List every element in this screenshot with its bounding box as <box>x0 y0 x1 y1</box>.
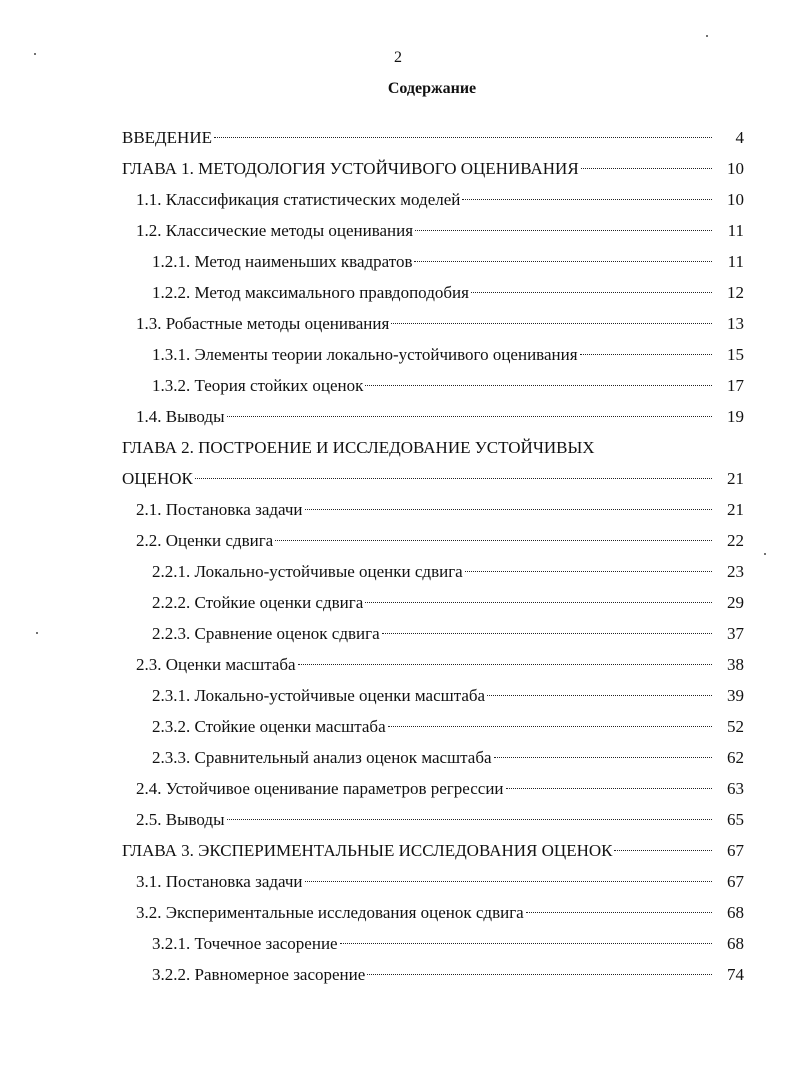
toc-entry-page: 67 <box>727 872 744 891</box>
toc-dot-leader <box>305 509 712 510</box>
toc-entry-page: 62 <box>727 748 744 767</box>
toc-entry-label: 2.2.1. Локально-устойчивые оценки сдвига <box>152 556 463 587</box>
toc-entry-page: 13 <box>727 314 744 333</box>
toc-entry-label: 1.2.1. Метод наименьших квадратов <box>152 246 412 277</box>
toc-entry-page: 39 <box>727 686 744 705</box>
toc-entry <box>0 525 796 556</box>
toc-entry <box>0 959 796 990</box>
toc-entry-label: ГЛАВА 2. ПОСТРОЕНИЕ И ИССЛЕДОВАНИЕ УСТОЙЧИВЫХ <box>122 432 595 463</box>
toc-entry-page: 21 <box>727 469 744 488</box>
toc-entry <box>0 494 796 525</box>
toc-entry <box>0 463 796 494</box>
toc-entry-label: 2.2. Оценки сдвига <box>136 525 273 556</box>
toc-entry <box>0 184 796 215</box>
toc-entry <box>0 370 796 401</box>
toc-entry <box>0 215 796 246</box>
toc-entry-label: 2.2.3. Сравнение оценок сдвига <box>152 618 380 649</box>
toc-dot-leader <box>465 571 712 572</box>
toc-entry <box>0 618 796 649</box>
toc-entry-label: 1.2.2. Метод максимального правдоподобия <box>152 277 469 308</box>
toc-entry <box>0 556 796 587</box>
toc-entry-page: 67 <box>727 841 744 860</box>
toc-entry-page: 68 <box>727 903 744 922</box>
toc-entry <box>0 308 796 339</box>
toc-entry-label: 1.1. Классификация статистических моделей <box>136 184 460 215</box>
toc-entry-label: 2.3.2. Стойкие оценки масштаба <box>152 711 386 742</box>
toc-entry-label: 1.3. Робастные методы оценивания <box>136 308 389 339</box>
scan-speck <box>36 632 38 634</box>
page-title: Содержание <box>387 80 477 97</box>
toc-entry-label: ГЛАВА 3. ЭКСПЕРИМЕНТАЛЬНЫЕ ИССЛЕДОВАНИЯ ОЦЕНОК <box>122 835 612 866</box>
toc-entry-label: 2.1. Постановка задачи <box>136 494 303 525</box>
toc-entry-page: 21 <box>727 500 744 519</box>
toc-dot-leader <box>382 633 712 634</box>
toc-dot-leader <box>275 540 712 541</box>
toc-entry <box>0 742 796 773</box>
toc-dot-leader <box>494 757 712 758</box>
toc-dot-leader <box>614 850 712 851</box>
toc-entry <box>0 804 796 835</box>
toc-entry-label: 1.3.1. Элементы теории локально-устойчивого оценивания <box>152 339 578 370</box>
toc-entry <box>0 122 796 153</box>
toc-entry <box>0 866 796 897</box>
toc-entry-page: 19 <box>727 407 744 426</box>
toc-dot-leader <box>415 230 712 231</box>
toc-entry-label: 3.2.1. Точечное засорение <box>152 928 338 959</box>
toc-dot-leader <box>388 726 712 727</box>
toc-entry-page: 4 <box>735 128 744 147</box>
page-number: 2 <box>394 49 402 66</box>
toc-entry-label: 3.2.2. Равномерное засорение <box>152 959 365 990</box>
toc-dot-leader <box>471 292 712 293</box>
toc-entry-label: 1.2. Классические методы оценивания <box>136 215 413 246</box>
toc-dot-leader <box>195 478 712 479</box>
toc-dot-leader <box>526 912 712 913</box>
toc-entry-page: 10 <box>727 190 744 209</box>
scan-speck <box>34 53 36 55</box>
toc-entry-page: 22 <box>727 531 744 550</box>
toc-entry-page: 52 <box>727 717 744 736</box>
toc-entry <box>0 897 796 928</box>
toc-entry-page: 12 <box>727 283 744 302</box>
toc-entry-label: 2.3.3. Сравнительный анализ оценок масштаба <box>152 742 492 773</box>
toc-dot-leader <box>305 881 712 882</box>
toc-dot-leader <box>365 385 712 386</box>
toc-entry <box>0 835 796 866</box>
scan-speck <box>764 553 766 555</box>
toc-dot-leader <box>367 974 712 975</box>
toc-entry-label: 3.2. Экспериментальные исследования оценок сдвига <box>136 897 524 928</box>
toc-entry-label: 1.3.2. Теория стойких оценок <box>152 370 363 401</box>
toc-entry-label: 2.3. Оценки масштаба <box>136 649 296 680</box>
toc-entry-page: 29 <box>727 593 744 612</box>
toc-dot-leader <box>365 602 712 603</box>
toc-entry-page: 11 <box>727 221 744 240</box>
toc-entry-page: 23 <box>727 562 744 581</box>
toc-dot-leader <box>391 323 712 324</box>
toc-entry-page: 10 <box>727 159 744 178</box>
toc-entry-label: 1.4. Выводы <box>136 401 225 432</box>
toc-dot-leader <box>298 664 712 665</box>
toc-entry-label: ГЛАВА 1. МЕТОДОЛОГИЯ УСТОЙЧИВОГО ОЦЕНИВАНИЯ <box>122 153 579 184</box>
toc-entry-label: 2.3.1. Локально-устойчивые оценки масштаба <box>152 680 485 711</box>
toc-entry <box>0 773 796 804</box>
toc-dot-leader <box>214 137 712 138</box>
toc-entry <box>0 339 796 370</box>
toc-entry-page: 17 <box>727 376 744 395</box>
scan-speck <box>706 35 708 37</box>
toc-dot-leader <box>340 943 712 944</box>
toc-dot-leader <box>580 354 712 355</box>
toc-entry <box>0 649 796 680</box>
toc-dot-leader <box>227 819 712 820</box>
toc-entry-page: 37 <box>727 624 744 643</box>
toc-dot-leader <box>227 416 712 417</box>
toc-entry-label: 2.4. Устойчивое оценивание параметров регрессии <box>136 773 504 804</box>
toc-entry-page: 74 <box>727 965 744 984</box>
toc-entry <box>0 246 796 277</box>
toc-entry-label: ВВЕДЕНИЕ <box>122 122 212 153</box>
toc-entry <box>0 711 796 742</box>
toc-entry-page: 11 <box>727 252 744 271</box>
toc-entry-label: 2.5. Выводы <box>136 804 225 835</box>
table-of-contents <box>0 122 796 990</box>
toc-entry-page: 63 <box>727 779 744 798</box>
toc-entry-label: ОЦЕНОК <box>122 463 193 494</box>
toc-entry <box>0 680 796 711</box>
toc-entry <box>0 277 796 308</box>
toc-dot-leader <box>581 168 712 169</box>
toc-dot-leader <box>414 261 712 262</box>
toc-dot-leader <box>462 199 712 200</box>
toc-entry-page: 38 <box>727 655 744 674</box>
toc-entry-page: 68 <box>727 934 744 953</box>
toc-entry-page: 15 <box>727 345 744 364</box>
toc-dot-leader <box>487 695 712 696</box>
toc-entry-page: 65 <box>727 810 744 829</box>
toc-entry <box>0 928 796 959</box>
toc-entry <box>0 587 796 618</box>
toc-entry <box>0 432 796 463</box>
toc-entry-label: 2.2.2. Стойкие оценки сдвига <box>152 587 363 618</box>
toc-entry <box>0 153 796 184</box>
toc-entry-label: 3.1. Постановка задачи <box>136 866 303 897</box>
toc-entry <box>0 401 796 432</box>
toc-dot-leader <box>506 788 712 789</box>
